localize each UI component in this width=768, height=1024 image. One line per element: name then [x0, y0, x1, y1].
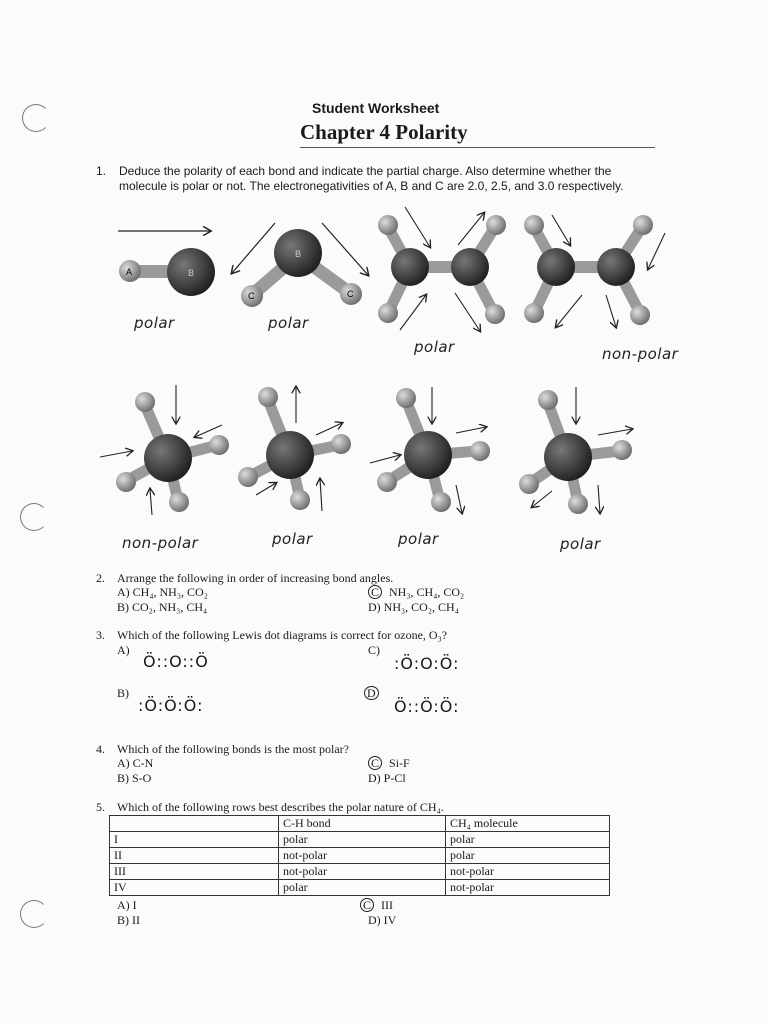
molecule-1	[118, 231, 215, 296]
molecule-3	[378, 207, 506, 331]
selected-answer-circle: D	[364, 686, 379, 700]
table-header-cell: CH₄ molecule	[446, 816, 610, 832]
q4-option-d: D) P-Cl	[368, 771, 406, 785]
q3-option-c-label: C)	[368, 643, 380, 657]
atom-label: B	[295, 249, 302, 259]
q5-option-c-text: III	[381, 898, 394, 912]
binder-hole-top	[22, 104, 50, 132]
molecule-2	[232, 223, 368, 307]
answer-molecule-5: non-polar	[122, 534, 199, 552]
molecule-8	[519, 387, 632, 514]
answer-molecule-6: polar	[272, 530, 313, 548]
atom-label: B	[188, 268, 195, 278]
atom-label: C	[248, 291, 255, 301]
q3-text: Which of the following Lewis dot diagrams is correct for ozone, O₃?	[117, 628, 448, 642]
q2-option-d: D) NH₃, CO₂, CH₄	[368, 600, 459, 614]
molecule-5	[100, 385, 229, 515]
answer-molecule-1: polar	[134, 314, 175, 332]
q4-number: 4.	[96, 742, 105, 756]
q2-text: Arrange the following in order of increasing bond angles.	[117, 571, 394, 585]
table-header-row	[110, 816, 610, 832]
polarity-table	[109, 815, 610, 896]
q2-option-b: B) CO₂, NH₃, CH₄	[117, 600, 208, 614]
q3-option-b-label: B)	[117, 686, 129, 700]
answer-molecule-7: polar	[398, 530, 439, 548]
q5-option-a: A) I	[117, 898, 137, 912]
molecule-6	[238, 387, 351, 511]
table-cell: II	[110, 848, 279, 864]
selected-answer-circle: C	[368, 756, 382, 770]
q1-number: 1.	[96, 164, 107, 178]
table-cell: IV	[110, 880, 279, 896]
table-cell: not-polar	[279, 848, 446, 864]
table-header-cell: C-H bond	[279, 816, 446, 832]
atom-label: A	[126, 267, 133, 277]
q3-option-a-formula: Ö::O::Ö	[143, 652, 209, 671]
answer-molecule-4: non-polar	[602, 345, 679, 363]
q3-option-b-formula: :Ö:Ö:Ö:	[138, 696, 204, 715]
q5-number: 5.	[96, 800, 105, 814]
q5-option-d: D) IV	[368, 913, 397, 927]
q3-option-a-label: A)	[117, 643, 130, 657]
answer-molecule-2: polar	[268, 314, 309, 332]
q3-option-d-formula: Ö::Ö:Ö:	[394, 697, 460, 716]
q4-text: Which of the following bonds is the most polar?	[117, 742, 349, 756]
table-cell: not-polar	[446, 880, 610, 896]
q4-option-c	[368, 756, 410, 770]
q2-option-c	[368, 585, 464, 599]
q5-option-c	[360, 898, 393, 912]
table-cell: III	[110, 864, 279, 880]
table-cell: polar	[446, 832, 610, 848]
molecule-4	[524, 215, 665, 327]
molecule-7	[370, 387, 490, 513]
binder-hole-bottom	[20, 900, 48, 928]
q5-text: Which of the following rows best describes the polar nature of CH₄.	[117, 800, 444, 814]
table-cell: polar	[446, 848, 610, 864]
page-title: Chapter 4 Polarity	[300, 120, 468, 144]
table-row	[110, 848, 610, 864]
title-divider	[300, 147, 655, 148]
table-cell: not-polar	[279, 864, 446, 880]
table-cell: not-polar	[446, 864, 610, 880]
table-row	[110, 864, 610, 880]
selected-answer-circle: C	[368, 585, 382, 599]
q4-option-c-text: Si-F	[389, 756, 410, 770]
table-row	[110, 832, 610, 848]
q3-option-c-formula: :Ö:O:Ö:	[394, 654, 460, 673]
selected-answer-circle: C	[360, 898, 374, 912]
q2-option-c-text: NH₃, CH₄, CO₂	[389, 585, 465, 599]
table-cell: I	[110, 832, 279, 848]
q2-option-a: A) CH₄, NH₃, CO₂	[117, 585, 208, 599]
answer-molecule-3: polar	[414, 338, 455, 356]
table-row	[110, 880, 610, 896]
molecule-diagrams	[0, 195, 768, 565]
worksheet-subtitle: Student Worksheet	[312, 100, 440, 116]
q5-option-b: B) II	[117, 913, 140, 927]
table-cell: polar	[279, 832, 446, 848]
q1-text-line2: molecule is polar or not. The electronegativities of A, B and C are 2.0, 2.5, and 3.0 respectively.	[119, 179, 624, 193]
q2-number: 2.	[96, 571, 105, 585]
q4-option-b: B) S-O	[117, 771, 152, 785]
q3-option-d	[364, 686, 379, 700]
q1-text-line1: Deduce the polarity of each bond and indicate the partial charge. Also determine whether the	[119, 164, 612, 178]
atom-label: C	[347, 289, 354, 299]
table-cell: polar	[279, 880, 446, 896]
answer-molecule-8: polar	[560, 535, 601, 553]
table-header-cell	[110, 816, 279, 832]
q3-number: 3.	[96, 628, 105, 642]
q4-option-a: A) C-N	[117, 756, 154, 770]
